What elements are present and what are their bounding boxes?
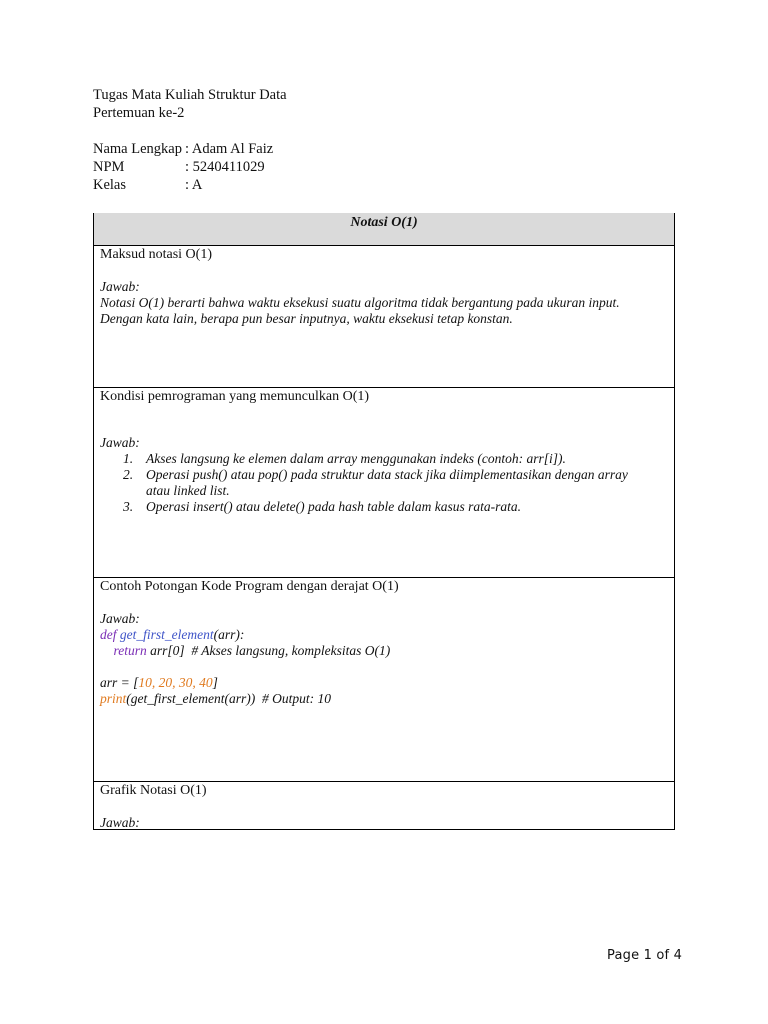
section-question: Kondisi pemrograman yang memunculkan O(1) bbox=[100, 389, 370, 404]
code-line: def get_first_element(arr): bbox=[100, 627, 245, 642]
table-title-row bbox=[93, 213, 675, 246]
answer-label: Jawab: bbox=[100, 611, 140, 626]
code-line: arr = [10, 20, 30, 40] bbox=[100, 675, 218, 690]
code-line: return arr[0] # Akses langsung, kompleksitas O(1) bbox=[113, 643, 391, 658]
code-line: print(get_first_element(arr)) # Output: 10 bbox=[100, 691, 331, 706]
page-number: Page 1 of 4 bbox=[607, 948, 683, 963]
meeting-label: Pertemuan ke-2 bbox=[93, 105, 185, 121]
section-question: Grafik Notasi O(1) bbox=[100, 783, 207, 798]
name-value: : Adam Al Faiz bbox=[185, 141, 274, 157]
list-item: 3. Operasi insert() atau delete() pada hash table dalam kasus rata-rata. bbox=[123, 499, 521, 514]
section-question: Maksud notasi O(1) bbox=[100, 247, 212, 262]
answer-label: Jawab: bbox=[100, 815, 140, 830]
section-conditions bbox=[93, 387, 675, 578]
npm-row bbox=[93, 158, 287, 176]
table-title: Notasi O(1) bbox=[350, 215, 418, 230]
course-title: Tugas Mata Kuliah Struktur Data bbox=[93, 87, 287, 103]
section-graph bbox=[93, 781, 675, 830]
section-code-example bbox=[93, 577, 675, 782]
npm-label: NPM bbox=[93, 159, 125, 175]
document-header bbox=[93, 86, 287, 194]
conditions-list bbox=[100, 451, 668, 515]
section-meaning bbox=[93, 245, 675, 388]
list-item: 2. Operasi push() atau pop() pada struktur data stack jika diimplementasikan dengan array atau linked list. bbox=[123, 467, 628, 498]
class-value: : A bbox=[185, 177, 203, 193]
class-row bbox=[93, 176, 287, 194]
answer-line: Notasi O(1) berarti bahwa waktu eksekusi suatu algoritma tidak bergantung pada ukuran input. bbox=[100, 295, 620, 310]
npm-value: : 5240411029 bbox=[185, 159, 265, 175]
name-label: Nama Lengkap bbox=[93, 141, 182, 157]
answer-label: Jawab: bbox=[100, 435, 140, 450]
answer-line: Dengan kata lain, berapa pun besar inputnya, waktu eksekusi tetap konstan. bbox=[100, 311, 513, 326]
class-label: Kelas bbox=[93, 177, 127, 193]
name-row bbox=[93, 140, 287, 158]
code-blank-line bbox=[100, 659, 668, 675]
answer-label: Jawab: bbox=[100, 279, 140, 294]
section-question: Contoh Potongan Kode Program dengan derajat O(1) bbox=[100, 579, 399, 594]
list-item: 1. Akses langsung ke elemen dalam array menggunakan indeks (contoh: arr[i]). bbox=[123, 451, 566, 466]
